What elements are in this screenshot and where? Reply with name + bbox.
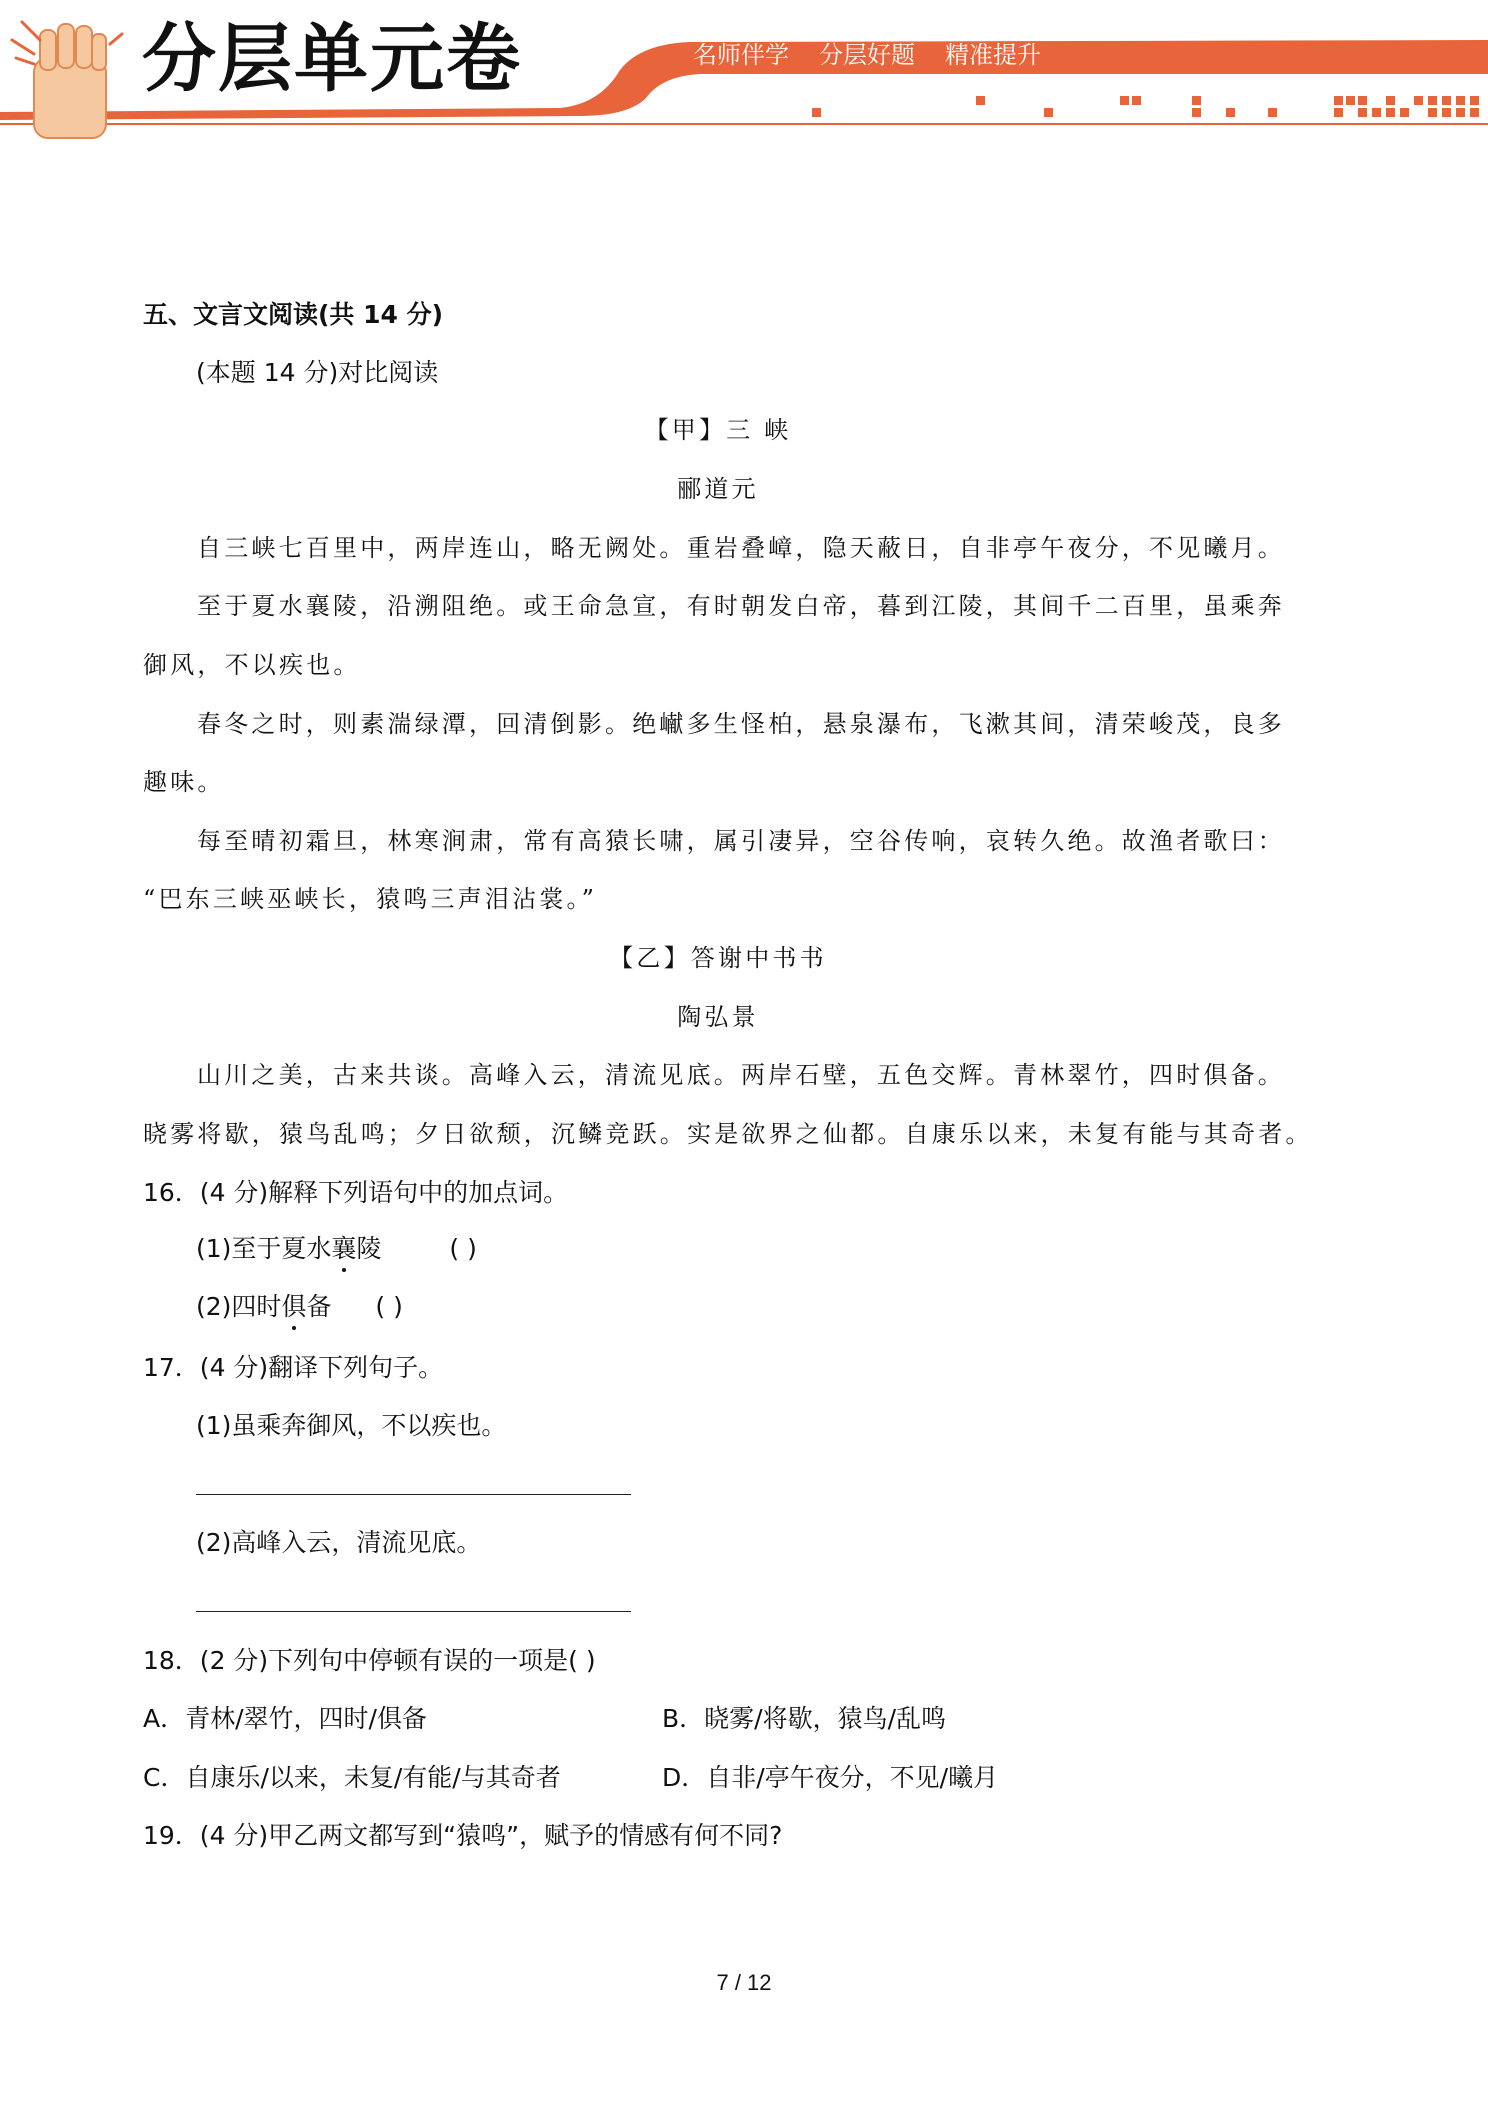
q16-item-1: [196, 1236, 477, 1261]
q18-option-c[interactable]: C．自康乐/以来，未复/有能/与其奇者: [143, 1763, 561, 1792]
q16-item-2-text-end: 备: [306, 1292, 332, 1321]
slogan-1: 名师伴学: [693, 41, 789, 69]
q16-item-1-dotted-word: 襄: [331, 1234, 357, 1263]
passage-a-line: 春冬之时，则素湍绿潭，回清倒影。绝𪩘多生怪柏，悬泉瀑布，飞漱其间，清荣峻茂，良多: [197, 710, 1285, 738]
q16-item-1-blank[interactable]: ( ): [449, 1234, 477, 1263]
q18-option-b[interactable]: B．晓雾/将歇，猿鸟/乱鸣: [662, 1704, 946, 1733]
q16-item-2-text: (2)四时: [196, 1292, 282, 1321]
q16-item-2-dotted-word: 俱: [281, 1292, 307, 1321]
q18-option-a[interactable]: A．青林/翠竹，四时/俱备: [143, 1704, 427, 1733]
brand-title: 分层单元卷: [142, 16, 522, 102]
section-intro: (本题 14 分)对比阅读: [196, 358, 439, 387]
passage-b-line: 山川之美，古来共谈。高峰入云，清流见底。两岸石壁，五色交辉。青林翠竹，四时俱备。: [197, 1061, 1285, 1089]
page-number: 7 / 12: [716, 1970, 772, 1995]
q16-item-1-text: (1)至于夏水: [196, 1234, 332, 1263]
q17-answer-line-2[interactable]: [196, 1611, 631, 1612]
q17-item-2: (2)高峰入云，清流见底。: [196, 1528, 482, 1557]
passage-a-line: 至于夏水襄陵，沿溯阻绝。或王命急宣，有时朝发白帝，暮到江陵，其间千二百里，虽乘奔: [197, 592, 1285, 620]
section-title: 五、文言文阅读(共 14 分): [143, 300, 444, 329]
decorative-squares: [812, 96, 1479, 117]
passage-a-author: 郦道元: [677, 475, 759, 503]
q16-item-1-text-end: 陵: [356, 1234, 382, 1263]
passage-b-title: 【乙】答谢中书书: [609, 944, 827, 972]
q16-item-2-blank[interactable]: ( ): [375, 1292, 403, 1321]
q19-stem: 19．(4 分)甲乙两文都写到“猿鸣”，赋予的情感有何不同?: [143, 1821, 783, 1850]
q18-option-d[interactable]: D．自非/亭午夜分，不见/曦月: [662, 1763, 999, 1792]
q18-stem: 18．(2 分)下列句中停顿有误的一项是( ): [143, 1646, 596, 1675]
slogan-2: 分层好题: [819, 41, 915, 69]
q17-answer-line-1[interactable]: [196, 1494, 631, 1495]
passage-a-line: 趣味。: [143, 768, 225, 796]
q16-stem: 16．(4 分)解释下列语句中的加点词。: [143, 1178, 569, 1207]
passage-a-line: 自三峡七百里中，两岸连山，略无阙处。重岩叠嶂，隐天蔽日，自非亭午夜分，不见曦月。: [197, 534, 1285, 562]
passage-a-line: 每至晴初霜旦，林寒涧肃，常有高猿长啸，属引凄异，空谷传响，哀转久绝。故渔者歌曰：: [197, 827, 1285, 855]
header-banner: [0, 0, 1488, 140]
q17-item-1: (1)虽乘奔御风，不以疾也。: [196, 1411, 507, 1440]
slogan-3: 精准提升: [945, 41, 1041, 69]
passage-a-line: “巴东三峡巫峡长，猿鸣三声泪沾裳。”: [143, 885, 598, 913]
passage-b-line: 晓雾将歇，猿鸟乱鸣；夕日欲颓，沉鳞竞跃。实是欲界之仙都。自康乐以来，未复有能与其奇者。: [143, 1120, 1313, 1148]
q16-item-2: [196, 1294, 403, 1319]
passage-b-author: 陶弘景: [677, 1003, 759, 1031]
q17-stem: 17．(4 分)翻译下列句子。: [143, 1353, 444, 1382]
fist-icon: [12, 22, 122, 138]
passage-a-title: 【甲】三 峡: [644, 416, 792, 444]
passage-a-line: 御风，不以疾也。: [143, 651, 361, 679]
